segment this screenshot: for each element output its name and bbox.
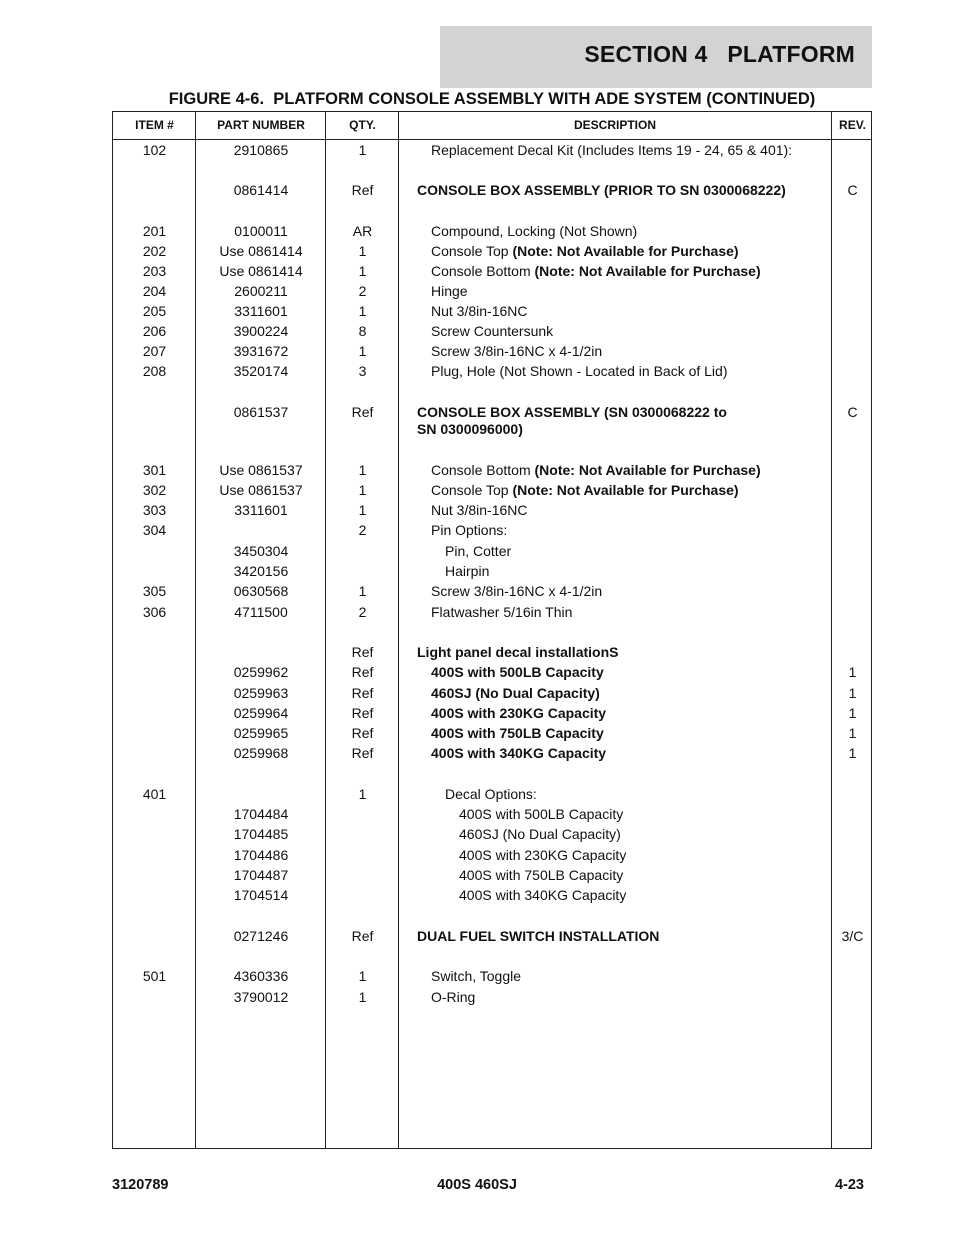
table-row — [113, 462, 871, 482]
table-row — [113, 303, 871, 323]
description: 460SJ (No Dual Capacity) — [459, 826, 621, 842]
quantity: Ref — [351, 664, 374, 680]
quantity: 1 — [358, 263, 367, 279]
description: Hairpin — [445, 563, 490, 579]
quantity: Ref — [351, 725, 374, 741]
description: Hinge — [431, 283, 468, 299]
part-number: 3311601 — [234, 502, 288, 518]
part-number: Use 0861537 — [219, 462, 303, 478]
item-number: 207 — [142, 343, 167, 359]
item-number: 201 — [142, 223, 167, 239]
description: O-Ring — [431, 989, 476, 1005]
description: 400S with 340KG Capacity — [459, 887, 627, 903]
item-number: 306 — [142, 604, 167, 620]
revision: 1 — [848, 745, 857, 761]
part-number: 3520174 — [233, 363, 289, 379]
column-header-item: ITEM # — [135, 118, 174, 132]
quantity: Ref — [351, 685, 374, 701]
table-row — [113, 685, 871, 705]
table-row — [113, 644, 871, 664]
table-row — [113, 968, 871, 988]
part-number: Use 0861537 — [219, 482, 303, 498]
part-number: 3420156 — [233, 563, 289, 579]
item-number: 206 — [142, 323, 167, 339]
table-row — [113, 786, 871, 806]
description: Screw Countersunk — [431, 323, 554, 339]
description: Screw 3/8in-16NC x 4-1/2in — [431, 583, 603, 599]
description: Compound, Locking (Not Shown) — [431, 223, 638, 239]
footer-page-number: 4-23 — [834, 1177, 864, 1193]
part-number: 3311601 — [234, 303, 288, 319]
quantity: 2 — [358, 522, 367, 538]
column-header-qty: QTY. — [349, 118, 376, 132]
quantity: 1 — [358, 968, 367, 984]
item-number: 208 — [142, 363, 167, 379]
column-header-description: DESCRIPTION — [573, 118, 656, 132]
part-number: 0271246 — [233, 928, 289, 944]
table-row — [113, 928, 871, 948]
item-number: 305 — [142, 583, 167, 599]
quantity: 3 — [358, 363, 367, 379]
table-row — [113, 604, 871, 624]
table-row — [113, 142, 871, 162]
availability-note: (Note: Not Available for Purchase) — [534, 462, 761, 478]
table-row — [113, 482, 871, 502]
part-number: 1704484 — [233, 806, 289, 822]
item-number: 501 — [142, 968, 167, 984]
description-text: Console Top — [431, 243, 513, 259]
table-row — [113, 664, 871, 684]
description: 400S with 500LB Capacity — [431, 664, 604, 680]
quantity: 2 — [358, 604, 367, 620]
item-number: 301 — [142, 462, 167, 478]
item-number: 205 — [142, 303, 167, 319]
part-number: 1704487 — [233, 867, 289, 883]
table-row — [113, 421, 871, 441]
description: Screw 3/8in-16NC x 4-1/2in — [431, 343, 603, 359]
description: Pin, Cotter — [445, 543, 512, 559]
table-row — [113, 502, 871, 522]
part-number: 0861537 — [233, 404, 289, 420]
part-number: 1704514 — [233, 887, 289, 903]
description: CONSOLE BOX ASSEMBLY (PRIOR TO SN 0300068222) — [417, 182, 786, 198]
column-header-rev: REV. — [839, 118, 866, 132]
item-number: 102 — [142, 142, 167, 158]
quantity: 1 — [358, 462, 367, 478]
availability-note: (Note: Not Available for Purchase) — [534, 263, 761, 279]
description: Decal Options: — [445, 786, 537, 802]
quantity: Ref — [351, 928, 374, 944]
part-number: 2600211 — [234, 283, 288, 299]
table-row — [113, 745, 871, 765]
description: DUAL FUEL SWITCH INSTALLATION — [417, 928, 660, 944]
table-row — [113, 243, 871, 263]
table-row — [113, 989, 871, 1009]
availability-note: (Note: Not Available for Purchase) — [512, 243, 739, 259]
part-number: 1704486 — [233, 847, 289, 863]
description: Flatwasher 5/16in Thin — [431, 604, 573, 620]
revision: 1 — [848, 705, 857, 721]
part-number: 0861414 — [233, 182, 289, 198]
description: 400S with 500LB Capacity — [459, 806, 624, 822]
table-row — [113, 263, 871, 283]
quantity: 1 — [358, 583, 367, 599]
part-number: 3931672 — [233, 343, 289, 359]
part-number: 2910865 — [233, 142, 289, 158]
table-row — [113, 323, 871, 343]
quantity: 1 — [358, 482, 367, 498]
table-row — [113, 223, 871, 243]
availability-note: (Note: Not Available for Purchase) — [512, 482, 739, 498]
part-number: 3450304 — [233, 543, 289, 559]
figure-title: FIGURE 4-6. PLATFORM CONSOLE ASSEMBLY WITH ADE SYSTEM (CONTINUED) — [168, 90, 816, 108]
table-row — [113, 806, 871, 826]
quantity: Ref — [351, 182, 374, 198]
description: Plug, Hole (Not Shown - Located in Back of Lid) — [431, 363, 728, 379]
footer-doc-number: 3120789 — [112, 1177, 169, 1193]
description: Light panel decal installationS — [417, 644, 619, 660]
quantity: AR — [352, 223, 373, 239]
revision: C — [847, 404, 858, 420]
table-row — [113, 705, 871, 725]
part-number: 0630568 — [233, 583, 289, 599]
part-number: Use 0861414 — [219, 263, 303, 279]
item-number: 203 — [142, 263, 167, 279]
item-number: 401 — [142, 786, 167, 802]
part-number: Use 0861414 — [219, 243, 303, 259]
quantity: Ref — [351, 705, 374, 721]
part-number: 0259964 — [233, 705, 289, 721]
description: Nut 3/8in-16NC — [431, 303, 528, 319]
quantity: Ref — [351, 745, 374, 761]
revision: 1 — [848, 725, 857, 741]
quantity: 1 — [358, 303, 367, 319]
table-row — [113, 867, 871, 887]
item-number: 202 — [142, 243, 167, 259]
description — [431, 462, 863, 479]
description: Nut 3/8in-16NC — [431, 502, 528, 518]
description: 400S with 230KG Capacity — [431, 705, 607, 721]
part-number: 3900224 — [233, 323, 289, 339]
table-row — [113, 563, 871, 583]
part-number: 0259962 — [233, 664, 289, 680]
table-row — [113, 887, 871, 907]
description-text: Console Bottom — [431, 263, 535, 279]
part-number: 0259963 — [233, 685, 289, 701]
table-row — [113, 847, 871, 867]
description: SN 0300096000) — [417, 421, 523, 437]
footer-model: 400S 460SJ — [437, 1177, 517, 1193]
description: Replacement Decal Kit (Includes Items 19 - 24, 65 & 401): — [431, 142, 793, 158]
description — [431, 243, 863, 260]
part-number: 0100011 — [234, 223, 288, 239]
table-row — [113, 522, 871, 542]
item-number: 302 — [142, 482, 167, 498]
part-number: 1704485 — [233, 826, 289, 842]
item-number: 304 — [142, 522, 167, 538]
table-row — [113, 182, 871, 202]
section-title: SECTION 4 PLATFORM — [584, 41, 855, 67]
table-row — [113, 583, 871, 603]
quantity: Ref — [351, 644, 374, 660]
description: 460SJ (No Dual Capacity) — [431, 685, 600, 701]
revision: 1 — [848, 664, 857, 680]
quantity: 1 — [358, 243, 367, 259]
description: 400S with 340KG Capacity — [431, 745, 607, 761]
item-number: 303 — [142, 502, 167, 518]
quantity: 1 — [358, 989, 367, 1005]
description-text: Console Top — [431, 482, 513, 498]
revision: C — [847, 182, 858, 198]
description — [431, 263, 863, 280]
parts-table — [112, 111, 872, 1149]
description: 400S with 230KG Capacity — [459, 847, 627, 863]
header-divider — [113, 139, 871, 140]
description: Switch, Toggle — [431, 968, 522, 984]
description: Pin Options: — [431, 522, 508, 538]
description-text: Console Bottom — [431, 462, 535, 478]
quantity: 1 — [358, 343, 367, 359]
quantity: 8 — [358, 323, 367, 339]
item-number: 204 — [142, 283, 167, 299]
table-row — [113, 826, 871, 846]
description — [431, 482, 863, 499]
table-row — [113, 725, 871, 745]
description: CONSOLE BOX ASSEMBLY (SN 0300068222 to — [417, 404, 727, 420]
column-header-part-number: PART NUMBER — [217, 118, 305, 132]
table-row — [113, 283, 871, 303]
table-row — [113, 543, 871, 563]
part-number: 3790012 — [233, 989, 289, 1005]
section-header-band — [440, 26, 872, 88]
table-row — [113, 363, 871, 383]
part-number: 4360336 — [233, 968, 289, 984]
quantity: 1 — [358, 786, 367, 802]
quantity: Ref — [351, 404, 374, 420]
quantity: 1 — [358, 502, 367, 518]
revision: 3/C — [841, 928, 864, 944]
revision: 1 — [848, 685, 857, 701]
part-number: 0259965 — [233, 725, 289, 741]
quantity: 2 — [358, 283, 367, 299]
quantity: 1 — [358, 142, 367, 158]
table-row — [113, 343, 871, 363]
description: 400S with 750LB Capacity — [431, 725, 604, 741]
part-number: 0259968 — [233, 745, 289, 761]
description: 400S with 750LB Capacity — [459, 867, 624, 883]
part-number: 4711500 — [234, 604, 288, 620]
